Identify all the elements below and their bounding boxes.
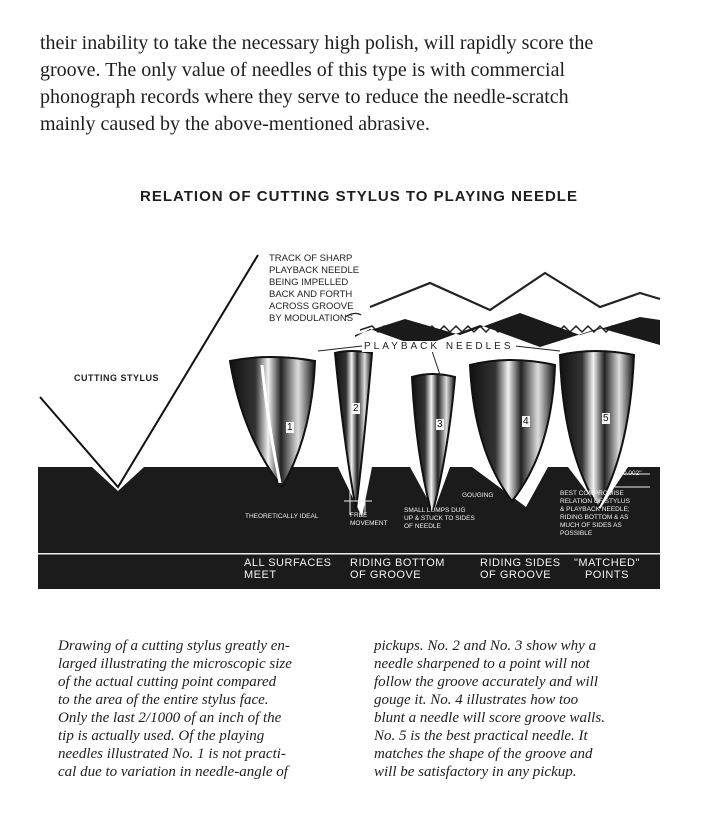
caption-left-column: [58, 637, 292, 781]
caption-line: to the area of the entire stylus face.: [58, 692, 269, 708]
track-label-line: TRACK OF SHARP: [269, 253, 353, 264]
intro-line: their inability to take the necessary high polish, will rapidly score the: [40, 32, 594, 54]
note-free-movement: [350, 512, 388, 528]
note-small-lumps: [404, 507, 475, 531]
cutting-stylus-label: CUTTING STYLUS: [74, 373, 159, 383]
caption-line: Only the last 2/1000 of an inch of the: [58, 710, 282, 726]
needle-number-4: 4: [523, 416, 529, 427]
band-label-line: MEET: [244, 569, 277, 581]
note-line: THEORETICALLY IDEAL: [245, 513, 319, 520]
track-label-line: BACK AND FORTH: [269, 289, 353, 300]
note-best-compromise: [560, 490, 630, 538]
caption-line: needles illustrated No. 1 is not practi-: [58, 746, 286, 762]
intro-line: mainly caused by the above-mentioned abrasive.: [40, 113, 430, 135]
modulation-track: [345, 273, 660, 347]
caption-line: of the actual cutting point compared: [58, 674, 277, 690]
note-line: GOUGING: [462, 492, 494, 499]
caption-line: follow the groove accurately and will: [374, 674, 598, 690]
cutting-stylus-outline: [40, 255, 258, 487]
caption-line: No. 5 is the best practical needle. It: [374, 728, 588, 744]
intro-paragraph: [40, 30, 680, 138]
caption-line: gouge it. No. 4 illustrates how too: [374, 692, 579, 708]
caption-line: Drawing of a cutting stylus greatly en-: [58, 638, 290, 654]
caption-line: matches the shape of the groove and: [374, 746, 593, 762]
note-line: MUCH OF SIDES AS: [560, 522, 622, 529]
caption-line: cal due to variation in needle-angle of: [58, 764, 288, 780]
figure-title: RELATION OF CUTTING STYLUS TO PLAYING NEEDLE: [140, 188, 578, 205]
note-line: RIDING BOTTOM & AS: [560, 514, 629, 521]
note-line: MOVEMENT: [350, 520, 388, 527]
needle-number-5: 5: [603, 413, 609, 424]
band-label-line: OF GROOVE: [350, 569, 422, 581]
note-line: UP & STUCK TO SIDES: [404, 515, 475, 522]
band-label-line: ALL SURFACES: [244, 557, 332, 569]
caption-line: needle sharpened to a point will not: [374, 656, 590, 672]
note-gouging: [462, 492, 493, 500]
track-label-line: BEING IMPELLED: [269, 277, 349, 288]
stylus-needle-figure: [0, 225, 718, 605]
band-label-riding-sides: [480, 557, 561, 581]
band-label-line: RIDING BOTTOM: [350, 557, 445, 569]
note-line: & PLAYBACK NEEDLE;: [560, 506, 630, 513]
track-label-line: PLAYBACK NEEDLE: [269, 265, 360, 276]
caption-line: pickups. No. 2 and No. 3 show why a: [374, 638, 597, 654]
intro-line: groove. The only value of needles of this type is with commercial: [40, 59, 566, 81]
note-line: BEST COMPROMISE: [560, 490, 624, 497]
band-label-line: OF GROOVE: [480, 569, 552, 581]
caption-line: larged illustrating the microscopic size: [58, 656, 292, 672]
note-line: RELATION OF STYLUS: [560, 498, 630, 505]
note-line: FREE: [350, 512, 368, 519]
note-theoretically-ideal: [245, 513, 318, 521]
band-label-line: RIDING SIDES: [480, 557, 561, 569]
caption-line: tip is actually used. Of the playing: [58, 728, 265, 744]
track-label: [269, 253, 359, 325]
caption-line: blunt a needle will score groove walls.: [374, 710, 605, 726]
track-label-line: ACROSS GROOVE: [269, 301, 354, 312]
dimension-label: 0.002": [623, 470, 642, 477]
needle-number-1: 1: [287, 422, 293, 433]
note-line: SMALL LUMPS DUG: [404, 507, 466, 514]
band-label-line: "MATCHED": [574, 557, 640, 569]
intro-line: phonograph records where they serve to reduce the needle-scratch: [40, 86, 569, 108]
band-label-line: POINTS: [584, 569, 629, 581]
label-band: [38, 553, 660, 589]
caption-line: will be satisfactory in any pickup.: [374, 764, 577, 780]
band-label-riding-bottom: [350, 557, 445, 581]
track-label-line: BY MODULATIONS: [269, 313, 354, 324]
caption-right-column: [374, 637, 605, 781]
needle-number-3: 3: [437, 419, 443, 430]
playback-needles-label: PLAYBACK NEEDLES: [364, 341, 514, 352]
needle-number-2: 2: [353, 403, 359, 414]
band-label-matched-points: [574, 557, 640, 581]
note-line: OF NEEDLE: [404, 523, 441, 530]
note-line: POSSIBLE: [560, 530, 593, 537]
band-label-all-surfaces: [244, 557, 332, 581]
